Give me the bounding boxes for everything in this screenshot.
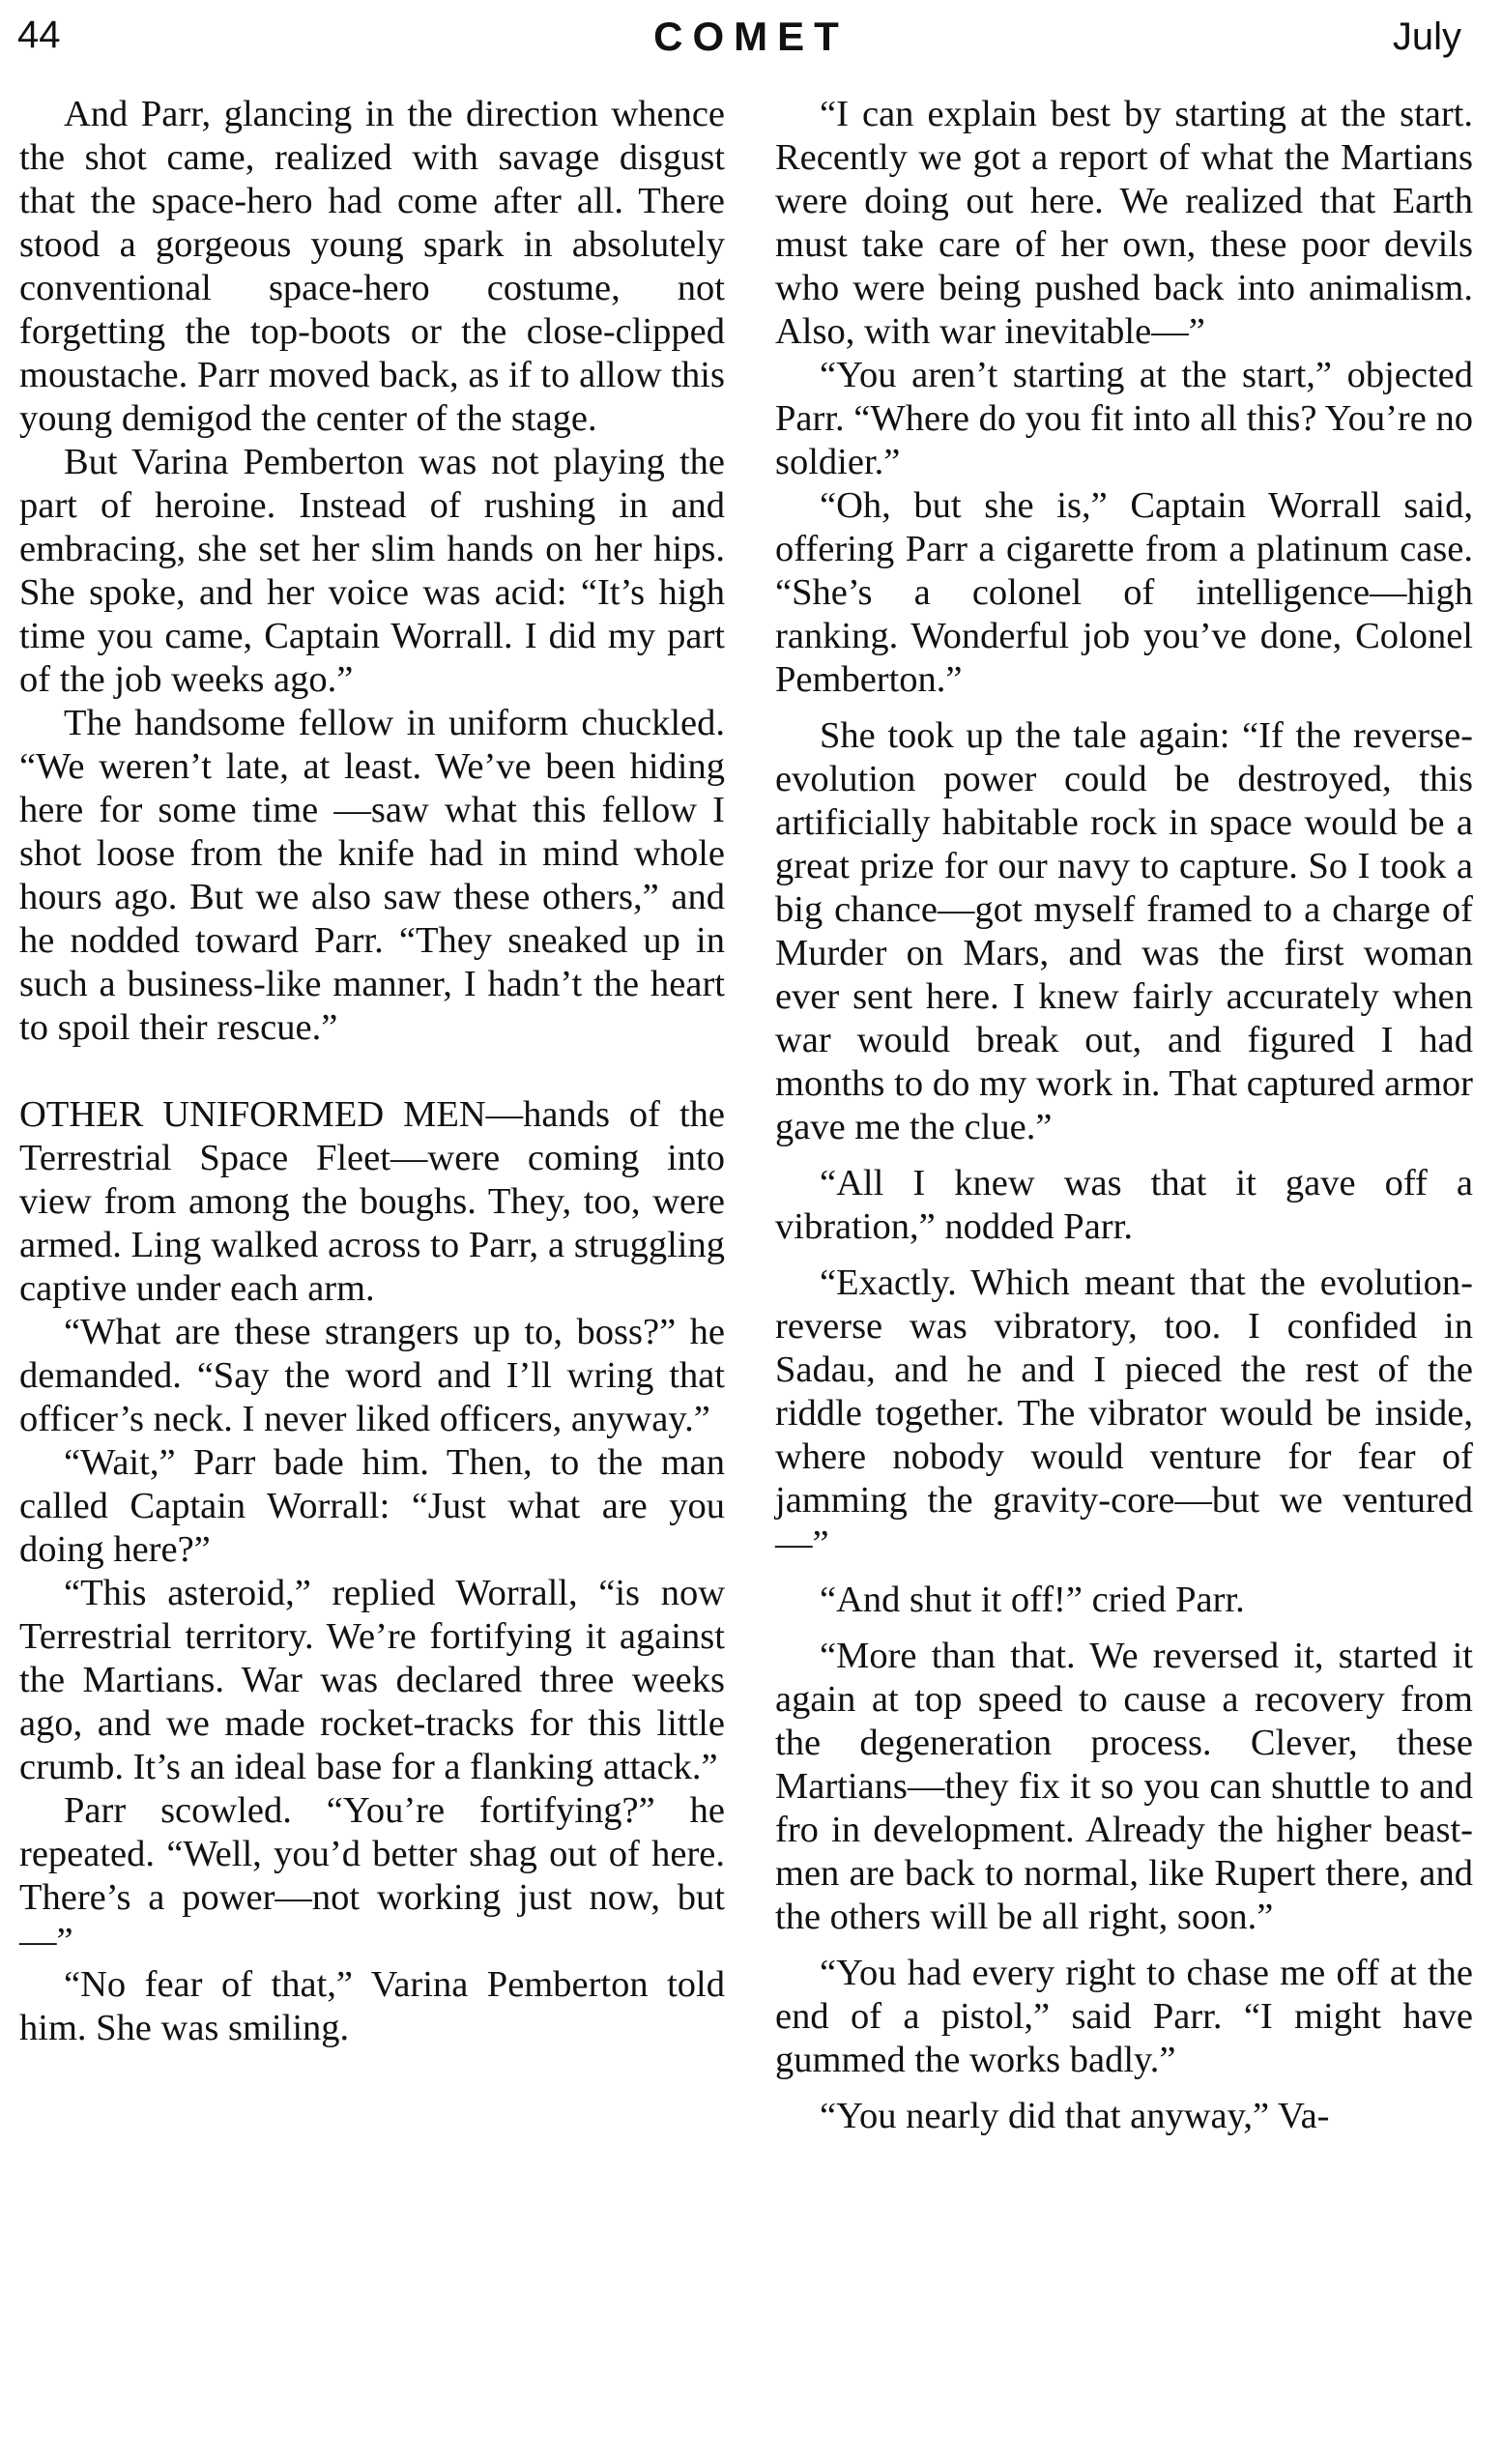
running-title: COMET xyxy=(653,14,849,59)
right-column xyxy=(775,93,1473,2138)
paragraph: Parr scowled. “You’re fortifying?” he repeated. “Well, you’d better shag out of here. There’s a power—not working just now, but—” xyxy=(19,1790,725,1961)
paragraph: OTHER UNIFORMED MEN—hands of the Terrestrial Space Fleet—were coming into view from among the boughs. They, too, were armed. Ling walked across to Parr, a struggling captive under each arm. xyxy=(19,1094,725,1309)
paragraph: “More than that. We reversed it, started it again at top speed to cause a recovery from the degeneration process. Clever, these Martians—they fix it so you can shuttle to and fro in development. Already the higher beast-men are back to normal, like Rupert there, and the others will be all right, soon.” xyxy=(775,1636,1473,1937)
paragraph: “You aren’t starting at the start,” objected Parr. “Where do you fit into all this? You’re no soldier.” xyxy=(775,355,1473,482)
paragraph: “All I knew was that it gave off a vibration,” nodded Parr. xyxy=(775,1163,1473,1247)
paragraph: But Varina Pemberton was not playing the part of heroine. Instead of rushing in and embracing, she set her slim hands on her hips. She spoke, and her voice was acid: “It’s high time you came, Captain Worrall. I did my part of the job weeks ago.” xyxy=(19,442,725,700)
paragraph: “This asteroid,” replied Worrall, “is now Terrestrial territory. We’re fortifying it against the Martians. War was declared three weeks ago, and we made rocket-tracks for this little crumb. It’s an ideal base for a flanking attack.” xyxy=(19,1573,725,1787)
paragraph: “You had every right to chase me off at the end of a pistol,” said Parr. “I might have gummed the works badly.” xyxy=(775,1953,1473,2080)
paragraph: The handsome fellow in uniform chuckled. “We weren’t late, at least. We’ve been hiding here for some time —saw what this fellow I shot loose from the knife had in mind whole hours ago. But we also saw these others,” and he nodded toward Parr. “They sneaked up in such a business-like manner, I hadn’t the heart to spoil their rescue.” xyxy=(19,703,725,1048)
paragraph: “Oh, but she is,” Captain Worrall said, offering Parr a cigarette from a platinum case. “She’s a colonel of intelligence—high ranking. Wonderful job you’ve done, Colonel Pemberton.” xyxy=(775,485,1473,700)
paragraph: “Exactly. Which meant that the evolution-reverse was vibratory, too. I confided in Sadau, and he and I pieced the rest of the riddle together. The vibrator would be inside, where nobody would venture for fear of jamming the gravity-core—but we ventured—” xyxy=(775,1262,1473,1564)
issue-month: July xyxy=(1392,15,1461,58)
page-number: 44 xyxy=(17,14,61,56)
paragraph: “You nearly did that anyway,” Va- xyxy=(820,2096,1330,2136)
paragraph: “I can explain best by starting at the start. Recently we got a report of what the Martians were doing out here. We realized that Earth must take care of her own, these poor devils who were being pushed back into animalism. Also, with war inevitable—” xyxy=(775,94,1473,352)
paragraph: “No fear of that,” Varina Pemberton told him. She was smiling. xyxy=(19,1964,725,2048)
paragraph: “And shut it off!” cried Parr. xyxy=(820,1580,1245,1620)
page-header xyxy=(0,14,1502,72)
paragraph: And Parr, glancing in the direction whence the shot came, realized with savage disgust that the space-hero had come after all. There stood a gorgeous young spark in absolutely conventional space-hero costume, not forgetting the top-boots or the close-clipped moustache. Parr moved back, as if to allow this young demigod the center of the stage. xyxy=(19,94,725,439)
paragraph: “Wait,” Parr bade him. Then, to the man called Captain Worrall: “Just what are you doing here?” xyxy=(19,1442,725,1570)
paragraph: She took up the tale again: “If the reverse-evolution power could be destroyed, this artificially habitable rock in space would be a great prize for our navy to capture. So I took a big chance—got myself framed to a charge of Murder on Mars, and was the first woman ever sent here. I knew fairly accurately when war would break out, and figured I had months to do my work in. That captured armor gave me the clue.” xyxy=(775,715,1473,1147)
left-column xyxy=(19,93,725,2050)
paragraph: “What are these strangers up to, boss?” he demanded. “Say the word and I’ll wring that officer’s neck. I never liked officers, anyway.” xyxy=(19,1312,725,1439)
